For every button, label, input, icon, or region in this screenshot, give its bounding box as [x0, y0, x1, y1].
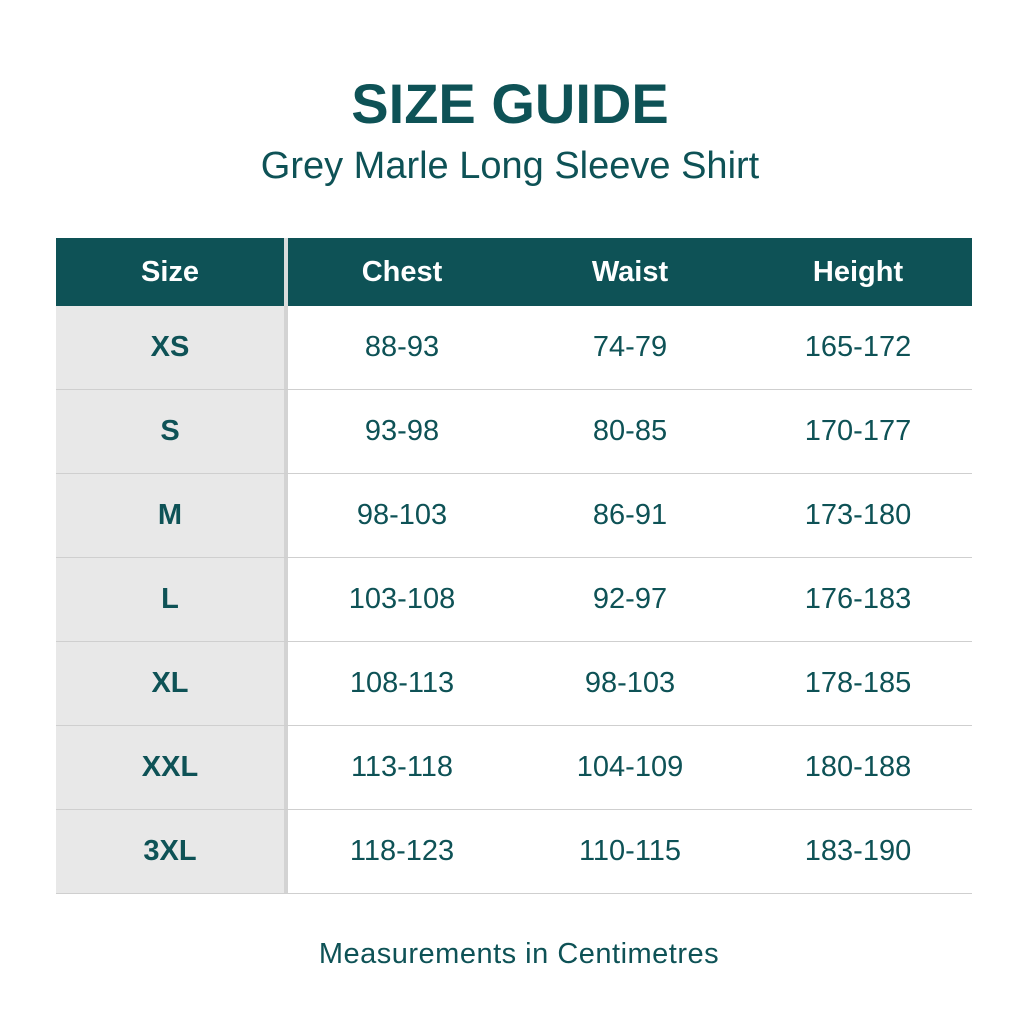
height-cell: 178-185: [804, 667, 912, 699]
chest-cell: 113-118: [350, 751, 454, 783]
header-chest: Chest: [361, 255, 443, 288]
table-row: [56, 642, 972, 726]
size-cell: 3XL: [56, 810, 284, 893]
chest-cell: 93-98: [364, 415, 440, 447]
size-table: [56, 238, 972, 894]
height-cell: 176-183: [804, 583, 912, 615]
size-cell: XL: [56, 642, 284, 725]
height-cell: 183-190: [804, 835, 912, 867]
table-row: [56, 390, 972, 474]
size-cell: M: [56, 474, 284, 557]
page-title: SIZE GUIDE: [351, 72, 669, 135]
header-size: Size: [140, 255, 200, 288]
table-row: [56, 474, 972, 558]
table-row: [56, 810, 972, 894]
size-cell: XS: [56, 306, 284, 389]
height-cell: 170-177: [804, 415, 912, 447]
waist-cell: 86-91: [592, 499, 668, 531]
table-row: [56, 558, 972, 642]
chest-cell: 88-93: [364, 331, 440, 363]
size-cell: L: [56, 558, 284, 641]
product-subtitle: Grey Marle Long Sleeve Shirt: [260, 145, 760, 187]
height-cell: 165-172: [804, 331, 912, 363]
waist-cell: 92-97: [592, 583, 668, 615]
waist-cell: 104-109: [576, 751, 684, 783]
table-header-row: [56, 238, 972, 306]
header-waist: Waist: [591, 255, 669, 288]
chest-cell: 98-103: [356, 499, 448, 531]
table-row: [56, 726, 972, 810]
chest-cell: 118-123: [349, 835, 455, 867]
waist-cell: 98-103: [584, 667, 676, 699]
size-cell: XXL: [56, 726, 284, 809]
units-note: Measurements in Centimetres: [318, 938, 720, 970]
chest-cell: 108-113: [349, 667, 455, 699]
waist-cell: 74-79: [592, 331, 668, 363]
waist-cell: 80-85: [592, 415, 668, 447]
size-cell: S: [56, 390, 284, 473]
header-height: Height: [812, 255, 904, 288]
height-cell: 173-180: [804, 499, 912, 531]
height-cell: 180-188: [804, 751, 912, 783]
waist-cell: 110-115: [578, 835, 682, 867]
chest-cell: 103-108: [348, 583, 456, 615]
table-row: [56, 306, 972, 390]
